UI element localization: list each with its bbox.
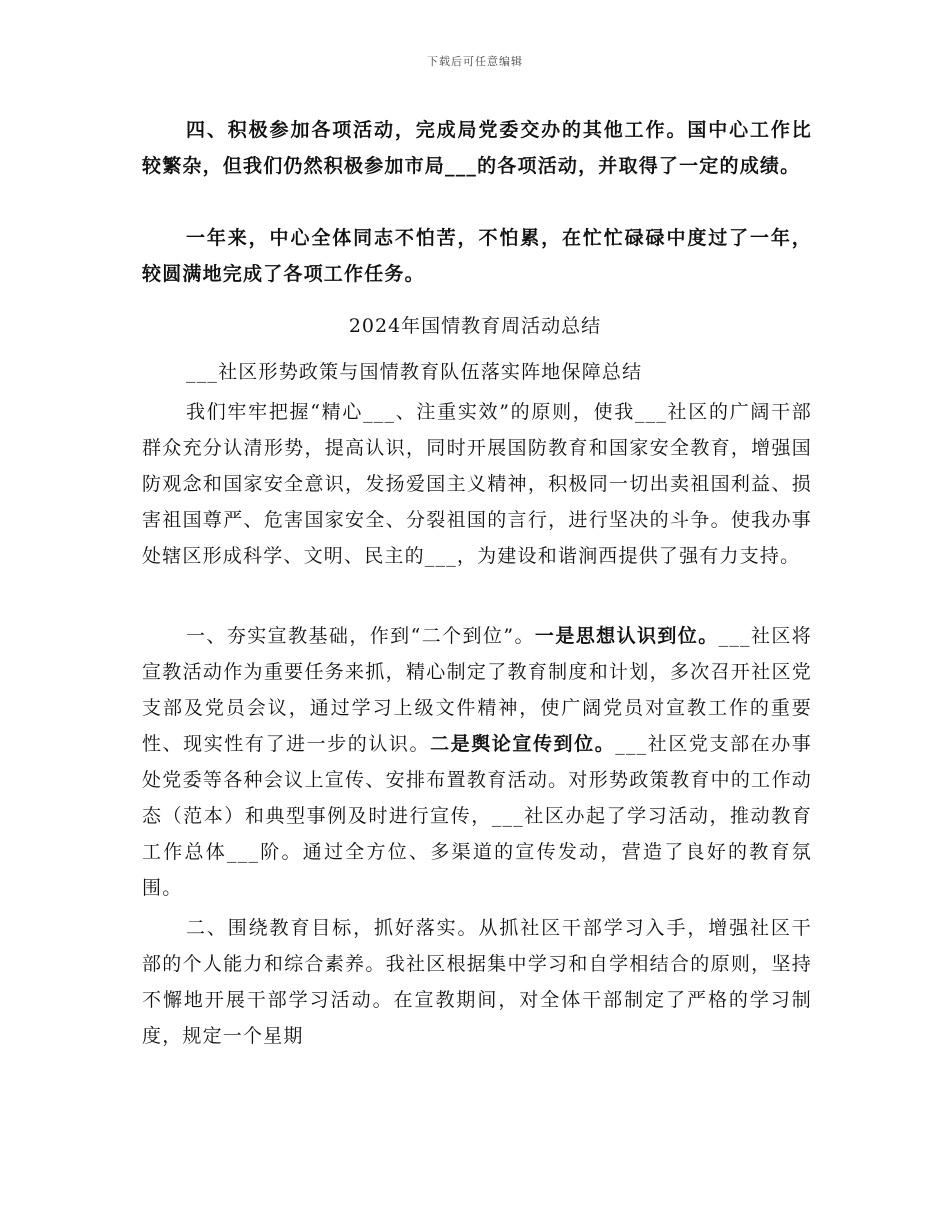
para2-point-1: 一是思想认识到位。: [534, 625, 719, 647]
header-note: 下载后可任意编辑: [427, 55, 523, 68]
article-subtitle: [142, 354, 812, 390]
article-paragraph-2: [142, 618, 812, 906]
article-paragraph-1: [142, 394, 812, 574]
article-paragraph-3: [142, 910, 812, 1054]
intro-paragraph-1-text: 四、积极参加各项活动，完成局党委交办的其他工作。国中心工作比较繁杂，但我们仍然积极参加市局___的各项活动，并取得了一定的成绩。: [142, 119, 812, 177]
para2-body-2: ___社区党支部在办事处党委等各种会议上宣传、安排布置教育活动。对形势政策教育中的工作动态（范本）和典型事例及时进行宣传，___社区办起了学习活动，推动教育工作总体___阶。通过全方位、多渠道的宣传发动，营造了良好的教育氛围。: [142, 733, 812, 899]
para2-body-1: ___社区将宣教活动作为重要任务来抓，精心制定了教育制度和计划，多次召开社区党支部及党员会议，通过学习上级文件精神，使广阔党员对宣教工作的重要性、现实性有了进一步的认识。: [142, 625, 813, 755]
para2-point-2: 二是舆论宣传到位。: [430, 733, 616, 755]
article-title: 2024年国情教育周活动总结: [348, 315, 602, 337]
article-subtitle-text: ___社区形势政策与国情教育队伍落实阵地保障总结: [186, 361, 643, 383]
intro-paragraph-2-text: 一年来，中心全体同志不怕苦，不怕累，在忙忙碌碌中度过了一年，较圆满地完成了各项工作任务。: [142, 227, 812, 285]
article-paragraph-1-text: 我们牢牢把握“精心___、注重实效”的原则，使我___社区的广阔干部群众充分认清形势，提高认识，同时开展国防教育和国家安全教育，增强国防观念和国家安全意识，发扬爱国主义精神，积极同一切出卖祖国利益、损害祖国尊严、危害国家安全、分裂祖国的言行，进行坚决的斗争。使我办事处辖区形成科学、文明、民主的___，为建设和谐涧西提供了强有力支持。: [142, 401, 812, 567]
intro-paragraph-2: [142, 220, 812, 292]
article-paragraph-2-text: [142, 618, 812, 906]
intro-paragraph-1: [142, 112, 812, 184]
article-paragraph-3-text: 二、围绕教育目标，抓好落实。从抓社区干部学习入手，增强社区干部的个人能力和综合素养。我社区根据集中学习和自学相结合的原则，坚持不懈地开展干部学习活动。在宣教期间，对全体干部制定了严格的学习制度，规定一个星期: [142, 917, 812, 1047]
para2-heading: 一、夯实宣教基础，作到“二个到位”。: [186, 625, 535, 647]
